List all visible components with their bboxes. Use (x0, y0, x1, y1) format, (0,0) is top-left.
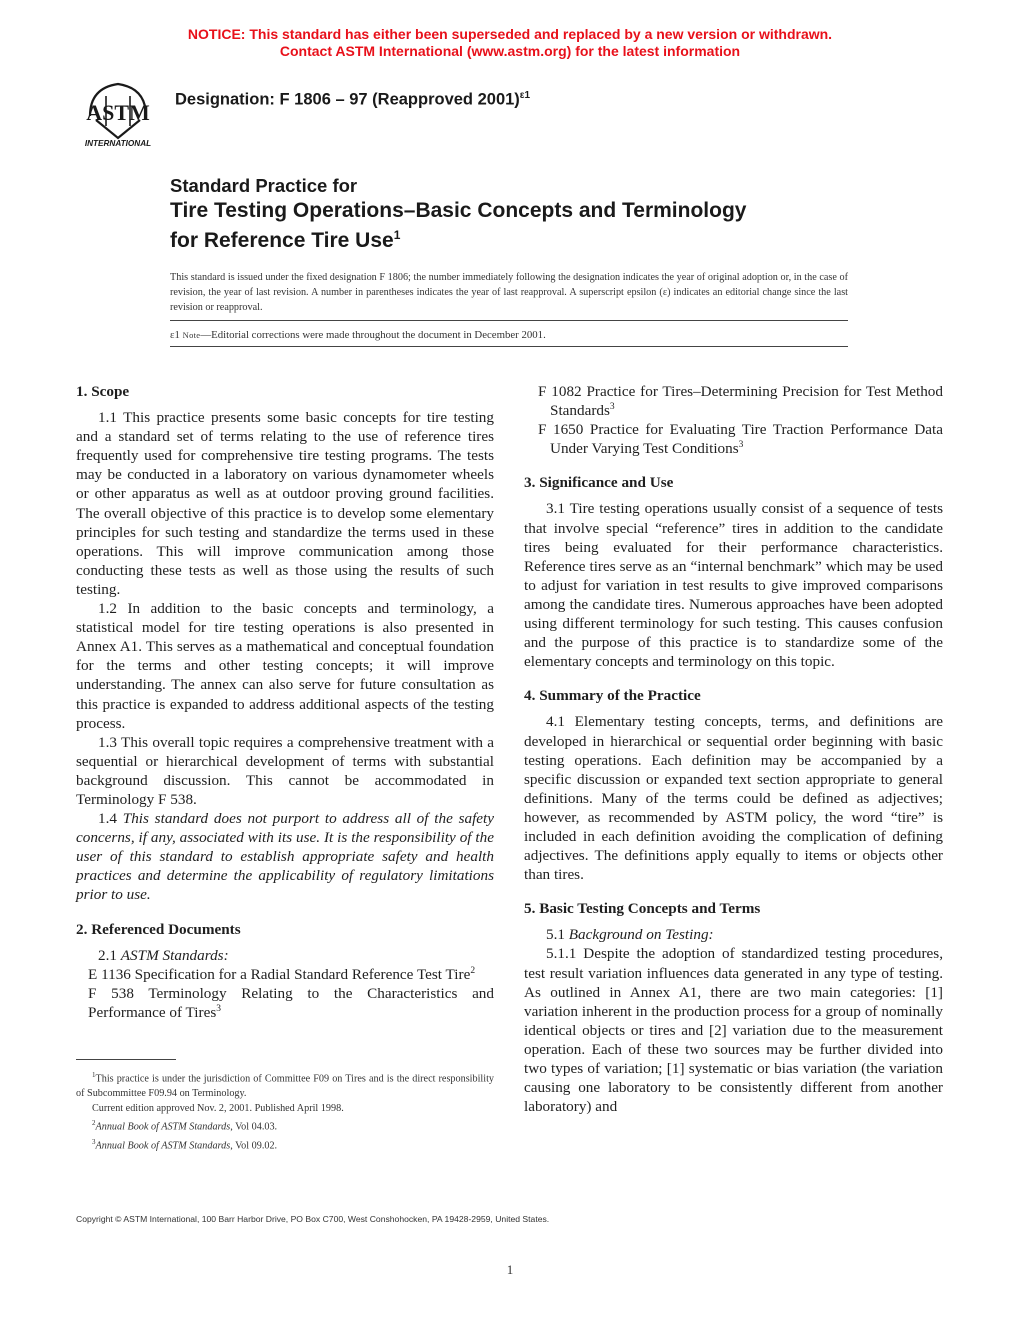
issued-statement: This standard is issued under the fixed designation F 1806; the number immediately following the designation indicates the year of original adoption or, in the case of revision, the year of last revision. A number in parentheses indicates the year of last reapproval. A superscript epsilon (ε) indicates an editorial change since the last revision or reapproval. (170, 272, 848, 313)
note-text: —Editorial corrections were made throughout the document in December 2001. (200, 329, 546, 341)
ref-f1082 (524, 382, 943, 420)
ref-e1136-text: E 1136 Specification for a Radial Standard Reference Test Tire (88, 965, 471, 983)
notice-line-2: Contact ASTM International (www.astm.org) for the latest information (279, 43, 741, 59)
footnote-2-rest: , Vol 04.03. (230, 1121, 278, 1133)
astm-standards-label (76, 946, 494, 965)
significance-3-1: 3.1 Tire testing operations usually consist of a sequence of tests that involve special “reference” tires in addition to the candidate tires being evaluated for their performance characteristics. Reference tires serve as an “internal benchmark” which may be used to adjust for variation in test results to give improved comparisons among the candidate tires. Numerous approaches have been adopted using different terminology for such testing. This causes confusion and the purpose of this practice is to standardize some of the elementary concepts and terminology on this topic. (524, 500, 943, 671)
footnote-3-rest: , Vol 09.02. (230, 1140, 278, 1152)
logo-subtext: INTERNATIONAL (84, 139, 152, 148)
left-column (76, 382, 494, 1022)
divider-bottom (170, 346, 848, 347)
scope-1-2: 1.2 In addition to the basic concepts and terminology, a statistical model for tire testing operations is also presented in Annex A1. This serves as a mathematical and conceptual foundation for the terms and other testing concepts; it will improve understanding. The annex can also serve for future consultation as this practice is expanded to address additional aspects of the testing process. (76, 600, 494, 732)
title-line-1: Standard Practice for (170, 175, 358, 196)
scope-1-4 (76, 809, 494, 904)
sub-2-1-label: ASTM Standards: (120, 946, 229, 964)
title-sup: 1 (393, 228, 401, 242)
scope-1-4-num: 1.4 (98, 810, 117, 828)
right-column (524, 382, 943, 1116)
background-5-1 (524, 925, 943, 944)
document-title (170, 174, 870, 253)
basic-5-1-1: 5.1.1 Despite the adoption of standardized testing procedures, test result variation influences data generated in any type of testing. As outlined in Annex A1, there are two main categories: [1] variation inherent in the production process for a group of nominally identical objects or tires and [2] variation due to the measurement operation. Each of these two sources may be further divided into two types of variation; [1] systematic or bias variation (the variation causing one laboratory to be consistently different from another laboratory) and (524, 945, 943, 1116)
footnote-2 (76, 1116, 494, 1135)
ref-f538-text: F 538 Terminology Relating to the Characteristics and Performance of Tires (88, 984, 494, 1021)
section-2-heading: 2. Referenced Documents (76, 920, 241, 938)
footnote-2-italic: Annual Book of ASTM Standards (95, 1121, 231, 1133)
title-line-2: Tire Testing Operations–Basic Concepts and Terminology (170, 199, 747, 222)
superseded-notice (0, 26, 1020, 60)
scope-1-4-italic: This standard does not purport to address all of the safety concerns, if any, associated with its use. It is the responsibility of the user of this standard to establish appropriate safety and health practices and determine the applicability of regulatory limitations prior to use. (76, 810, 494, 904)
sub-5-1-label: Background on Testing: (568, 926, 714, 944)
scope-1-1: 1.1 This practice presents some basic concepts for tire testing and a standard set of terms relating to the use of reference tires frequently used for comprehensive tire testing programs. The tests may be conducted in a laboratory on various dynamometer wheels or other apparatus as well as at outdoor proving ground facilities. The overall objective of this practice is to develop some elementary principles for such testing and standardize the terms used in these operations. This will improve communication among those conducting these tests as well as those using the results of such testing. (76, 409, 494, 598)
footnote-1-text: This practice is under the jurisdiction of Committee F09 on Tires and is the direct responsibility of Subcommittee F09.94 on Terminology. (76, 1073, 494, 1099)
footnote-3 (76, 1135, 494, 1154)
section-4-heading: 4. Summary of the Practice (524, 687, 701, 705)
ref-f1650 (524, 420, 943, 458)
astm-logo (76, 76, 160, 148)
title-line-3: for Reference Tire Use (170, 229, 394, 252)
designation (175, 90, 530, 110)
notice-line-1: NOTICE: This standard has either been superseded and replaced by a new version or withdrawn. (187, 26, 833, 42)
ref-f1650-sup: 3 (738, 440, 744, 451)
footnote-3-italic: Annual Book of ASTM Standards (95, 1140, 231, 1152)
ref-e1136 (76, 965, 494, 984)
summary-4-1: 4.1 Elementary testing concepts, terms, and definitions are developed in hierarchical or sequential order beginning with basic testing operations. Each definition may be accompanied by a specific discussion or expanded text section appropriate to general definitions. Many of the terms could be defined as adjectives; however, as recommended by ASTM policy, the word “tire” is included in each definition avoiding the complication of defining adjectives. The definitions apply equally to items or objects other than tires. (524, 713, 943, 884)
note-sup: ε1 (170, 329, 180, 341)
copyright: Copyright © ASTM International, 100 Barr Harbor Drive, PO Box C700, West Conshohocken, PA 19428-2959, United States. (76, 1214, 550, 1224)
ref-e1136-sup: 2 (470, 965, 476, 976)
ref-f1082-sup: 3 (609, 402, 615, 413)
sub-2-1-num: 2.1 (98, 946, 117, 964)
section-3-heading: 3. Significance and Use (524, 474, 674, 492)
footnote-3-sup: 3 (92, 1138, 96, 1147)
footnote-1b: Current edition approved Nov. 2, 2001. Published April 1998. (92, 1102, 344, 1114)
logo-text: ASTM (86, 100, 150, 125)
sub-5-1-num: 5.1 (546, 926, 565, 944)
footnote-1-sup: 1 (92, 1071, 96, 1079)
section-1-heading: 1. Scope (76, 383, 130, 400)
scope-1-3: 1.3 This overall topic requires a comprehensive treatment with a sequential or hierarchical development of terms with substantial background discussion. This cannot be accommodated in Terminology F 538. (76, 733, 494, 808)
page-number: 1 (506, 1262, 514, 1277)
editorial-note (170, 329, 546, 341)
footnote-1 (76, 1068, 494, 1102)
section-5-heading: 5. Basic Testing Concepts and Terms (524, 900, 761, 918)
ref-f1082-text: F 1082 Practice for Tires–Determining Precision for Test Method Standards (538, 383, 943, 420)
note-label: Note (182, 330, 201, 340)
ref-f538 (76, 984, 494, 1022)
footnote-2-sup: 2 (92, 1119, 96, 1128)
divider-top (170, 320, 848, 321)
footnotes (76, 1068, 494, 1154)
ref-f1650-text: F 1650 Practice for Evaluating Tire Traction Performance Data Under Varying Test Conditions (538, 421, 943, 458)
designation-sup: ε1 (519, 90, 531, 101)
designation-text: Designation: F 1806 – 97 (Reapproved 2001) (175, 90, 520, 109)
ref-f538-sup: 3 (216, 1003, 221, 1014)
footnote-divider (76, 1059, 176, 1060)
